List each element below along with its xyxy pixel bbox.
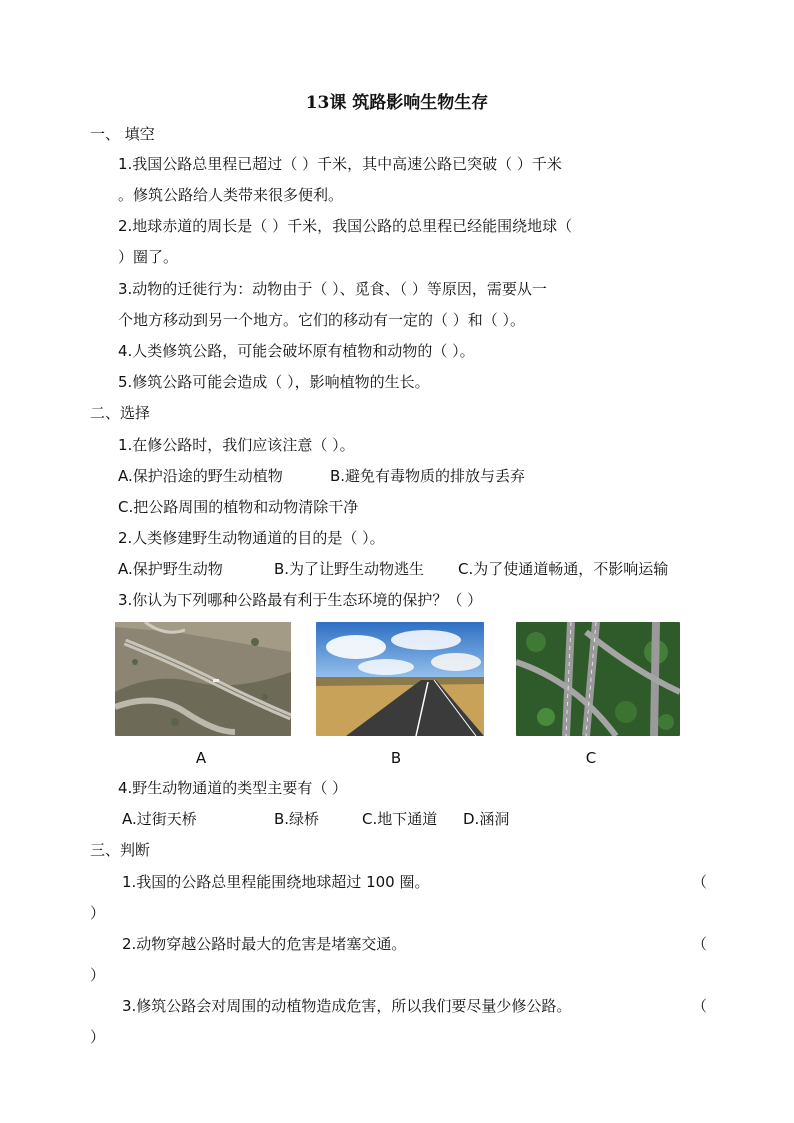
page-title: 13课 筑路影响生物生存 <box>305 93 489 113</box>
choice-1-option-b: B.避免有毒物质的排放与丢弃 <box>330 467 526 485</box>
photo-open-road <box>316 622 484 736</box>
choice-question-2: 2.人类修建野生动物通道的目的是（ ）。 <box>118 529 385 547</box>
fill-question-1-line2: 。修筑公路给人类带来很多便利。 <box>118 186 344 204</box>
section-heading-fill: 一、 填空 <box>90 125 155 143</box>
fill-question-1-line1: 1.我国公路总里程已超过（ ）千米，其中高速公路已突破（ ）千米 <box>118 155 562 173</box>
fill-question-2-line2: ）圈了。 <box>118 248 179 266</box>
judge-question-3: 3.修筑公路会对周围的动植物造成危害，所以我们要尽量少修公路。 <box>122 997 572 1015</box>
choice-4-option-a: A.过街天桥 <box>122 810 197 828</box>
fill-question-3-line2: 个地方移动到另一个地方。它们的移动有一定的（ ）和（ ）。 <box>118 311 526 329</box>
judge-3-paren-open: （ <box>692 997 708 1015</box>
photo-mountain-road <box>115 622 291 736</box>
judge-question-1: 1.我国的公路总里程能围绕地球超过 100 圈。 <box>122 873 430 891</box>
judge-1-paren-close: ） <box>90 904 106 922</box>
judge-3-paren-close: ） <box>90 1028 106 1046</box>
section-heading-judge: 三、判断 <box>90 841 151 859</box>
photo-label-c: C <box>585 749 597 767</box>
choice-2-option-a: A.保护野生动物 <box>118 560 223 578</box>
choice-2-option-b: B.为了让野生动物逃生 <box>274 560 425 578</box>
choice-2-option-c: C.为了使通道畅通，不影响运输 <box>458 560 669 578</box>
fill-question-3-line1: 3.动物的迁徙行为：动物由于（ ）、觅食、（ ）等原因，需要从一 <box>118 280 547 298</box>
choice-1-option-a: A.保护沿途的野生动植物 <box>118 467 283 485</box>
choice-1-option-c: C.把公路周围的植物和动物清除干净 <box>118 498 359 516</box>
choice-question-4: 4.野生动物通道的类型主要有（ ） <box>118 779 348 797</box>
fill-question-5: 5.修筑公路可能会造成（ ），影响植物的生长。 <box>118 373 430 391</box>
judge-1-paren-open: （ <box>692 873 708 891</box>
section-heading-choice: 二、选择 <box>90 404 151 422</box>
choice-question-3: 3.你认为下列哪种公路最有利于生态环境的保护？（ ） <box>118 591 483 609</box>
judge-2-paren-close: ） <box>90 966 106 984</box>
judge-question-2: 2.动物穿越公路时最大的危害是堵塞交通。 <box>122 935 407 953</box>
photo-forest-highway <box>516 622 680 736</box>
choice-4-option-b: B.绿桥 <box>274 810 320 828</box>
fill-question-2-line1: 2.地球赤道的周长是（ ）千米，我国公路的总里程已经能围绕地球（ <box>118 217 573 235</box>
photo-label-a: A <box>195 749 207 767</box>
choice-4-option-d: D.涵洞 <box>463 810 510 828</box>
choice-question-1: 1.在修公路时，我们应该注意（ ）。 <box>118 436 355 454</box>
fill-question-4: 4.人类修筑公路，可能会破坏原有植物和动物的（ ）。 <box>118 342 475 360</box>
photo-label-b: B <box>390 749 402 767</box>
choice-4-option-c: C.地下通道 <box>362 810 438 828</box>
judge-2-paren-open: （ <box>692 935 708 953</box>
